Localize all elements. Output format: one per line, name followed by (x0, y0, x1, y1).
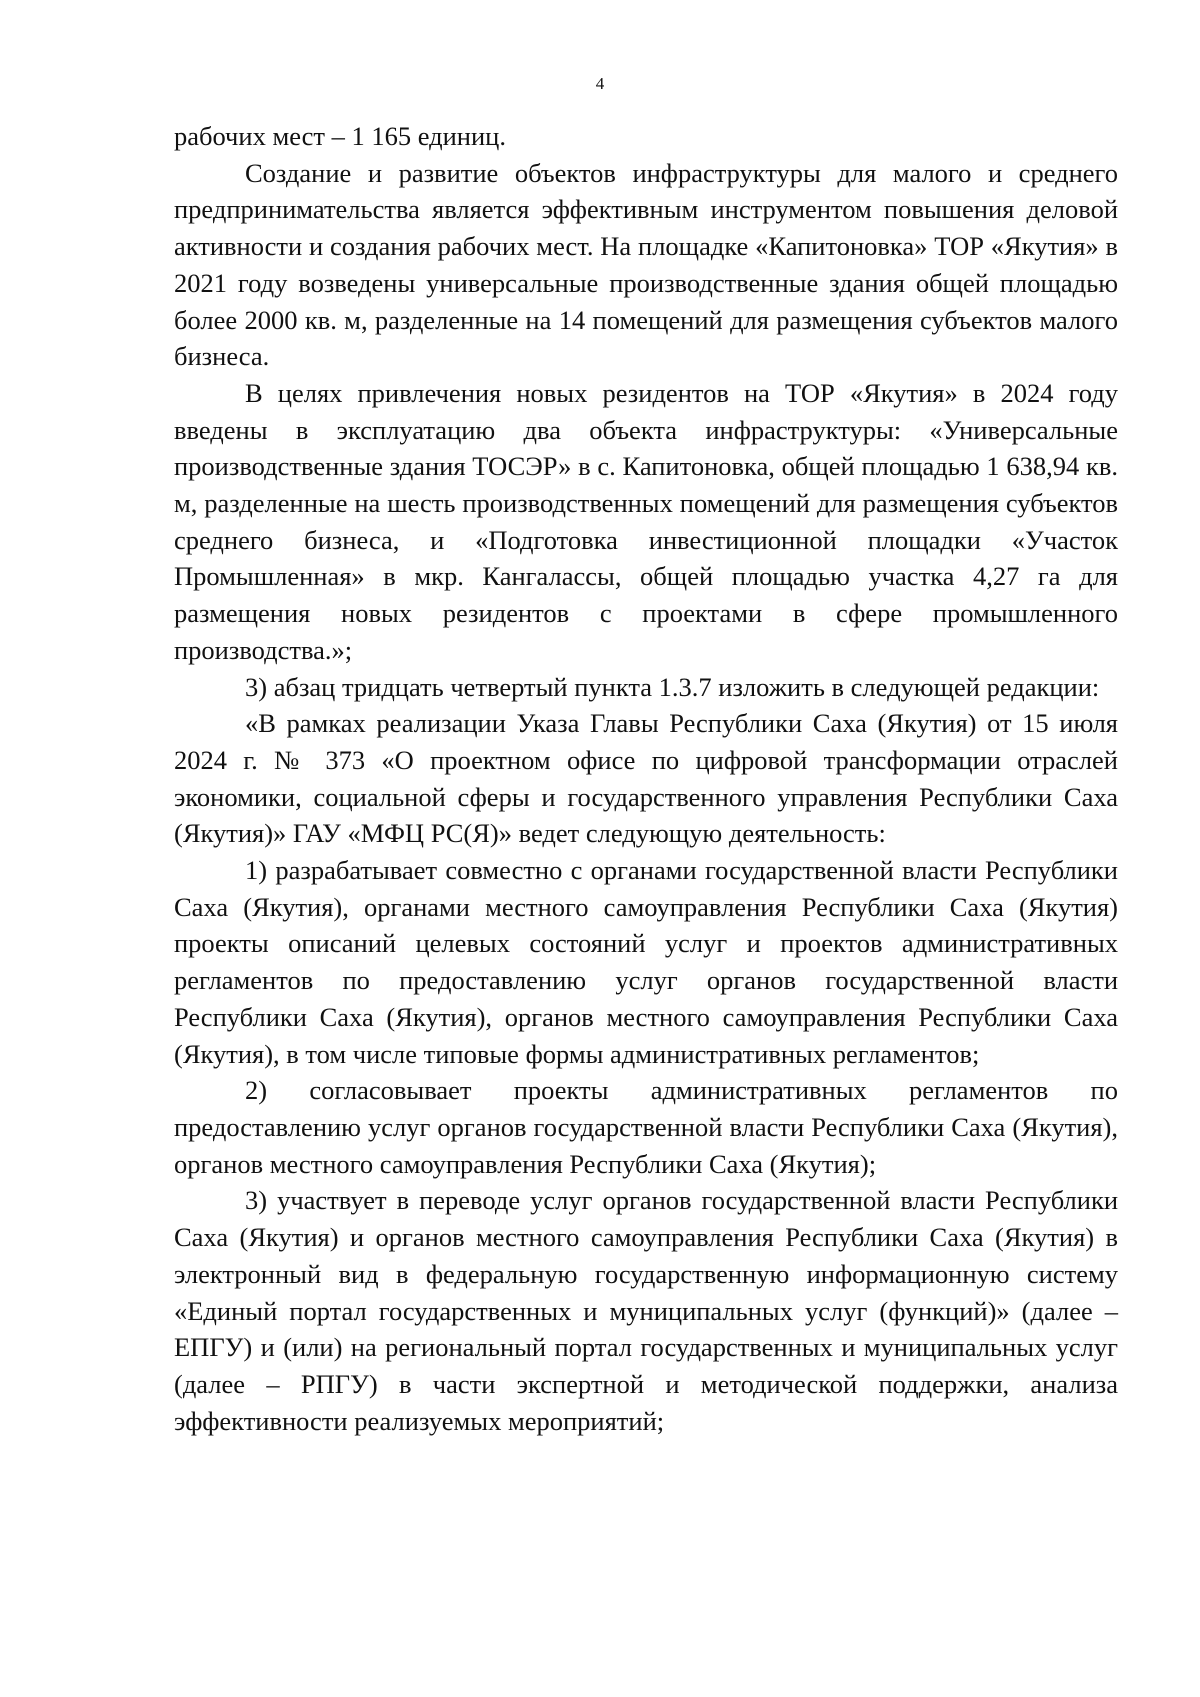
list-item-1: 1) разрабатывает совместно с органами государственной власти Республики Саха (Якутия), органами местного самоуправления Республики Саха (Якутия) проекты описаний целевых состояний услуг и проектов административных регламентов по предоставлению услуг органов государственной власти Республики Саха (Якутия), органов местного самоуправления Республики Саха (Якутия), в том числе типовые формы административных регламентов; (174, 855, 1118, 1069)
list-item-2: 2) согласовывает проекты административных регламентов по предоставлению услуг органов государственной власти Республики Саха (Якутия), органов местного самоуправления Республики Саха (Якутия); (174, 1075, 1118, 1179)
paragraph-new-residents: В целях привлечения новых резидентов на ТОР «Якутия» в 2024 году введены в эксплуатацию два объекта инфраструктуры: «Универсальные производственные здания ТОСЭР» в с. Капитоновка, общей площадью 1 638,94 кв. м, разделенные на шесть производственных помещений для размещения субъектов среднего бизнеса, и «Подготовка инвестиционной площадки «Участок Промышленная» в мкр. Кангалассы, общей площадью участка 4,27 га для размещения новых резидентов с проектами в сфере промышленного производства.»; (174, 377, 1118, 665)
paragraph-continuation: рабочих мест – 1 165 единиц. (174, 121, 506, 151)
document-body (174, 118, 1118, 1439)
paragraph-decree: «В рамках реализации Указа Главы Республики Саха (Якутия) от 15 июля 2024 г. № 373 «О проектном офисе по цифровой трансформации отраслей экономики, социальной сферы и государственного управления Республики Саха (Якутия)» ГАУ «МФЦ РС(Я)» ведет следующую деятельность: (174, 708, 1118, 849)
paragraph-amendment-3: 3) абзац тридцать четвертый пункта 1.3.7 изложить в следующей редакции: (245, 671, 1100, 702)
list-item-3: 3) участвует в переводе услуг органов государственной власти Республики Саха (Якутия) и органов местного самоуправления Республики Саха (Якутия) в электронный вид в федеральную государственную информационную систему «Единый портал государственных и муниципальных услуг (функций)» (далее – ЕПГУ) и (или) на региональный портал государственных и муниципальных услуг (далее – РПГУ) в части экспертной и методической поддержки, анализа эффективности реализуемых мероприятий; (174, 1185, 1118, 1436)
paragraph-infrastructure: Создание и развитие объектов инфраструктуры для малого и среднего предпринимательства является эффективным инструментом повышения деловой активности и создания рабочих мест. На площадке «Капитоновка» ТОР «Якутия» в 2021 году возведены универсальные производственные здания общей площадью более 2000 кв. м, разделенные на 14 помещений для размещения субъектов малого бизнеса. (174, 157, 1118, 372)
page-number: 4 (595, 74, 605, 93)
